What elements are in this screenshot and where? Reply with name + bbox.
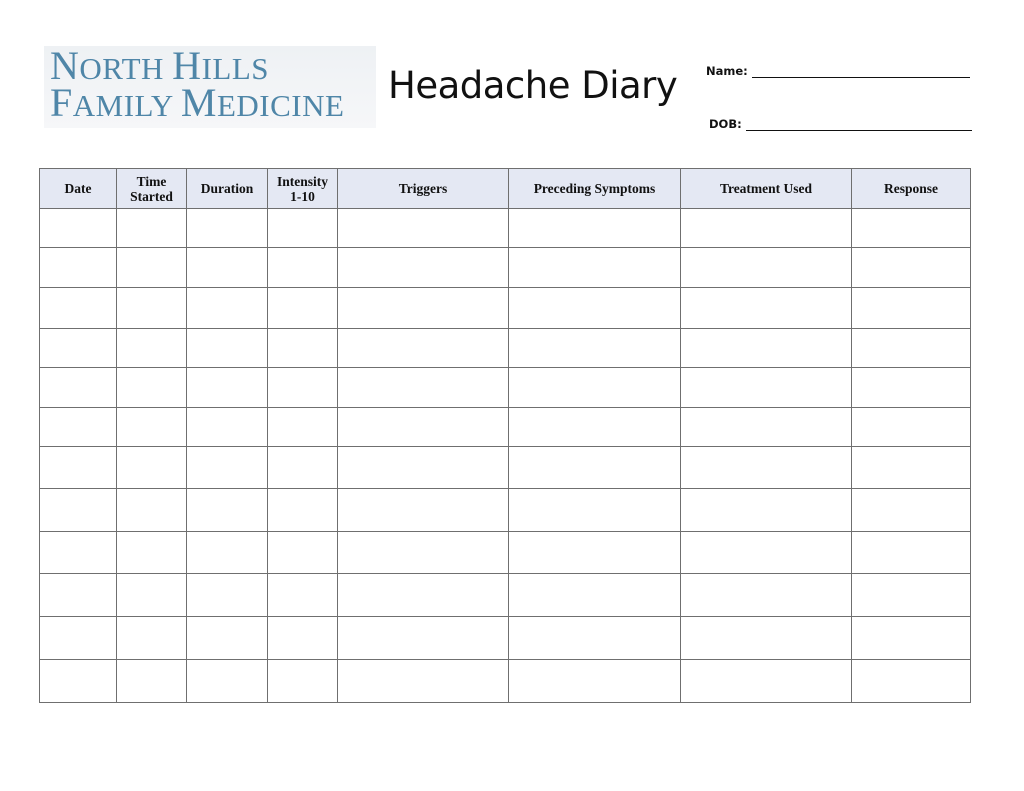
table-cell[interactable] (268, 532, 338, 574)
column-header-response (852, 169, 971, 209)
table-cell[interactable] (681, 574, 852, 617)
table-cell[interactable] (338, 489, 509, 532)
table-cell[interactable] (852, 617, 971, 660)
logo-text-orth: ORTH (79, 51, 173, 86)
table-cell[interactable] (187, 408, 268, 447)
table-cell[interactable] (117, 532, 187, 574)
table-cell[interactable] (268, 288, 338, 329)
table-row (40, 368, 971, 408)
table-cell[interactable] (40, 408, 117, 447)
table-cell[interactable] (681, 368, 852, 408)
logo-initial-m: M (180, 80, 217, 125)
table-cell[interactable] (509, 532, 681, 574)
table-cell[interactable] (681, 489, 852, 532)
column-header-line: Triggers (398, 181, 448, 196)
table-row (40, 209, 971, 248)
logo (44, 43, 376, 128)
table-cell[interactable] (117, 489, 187, 532)
column-header-line: Intensity (276, 173, 328, 189)
table-cell[interactable] (338, 288, 509, 329)
table-cell[interactable] (681, 288, 852, 329)
table-cell[interactable] (268, 209, 338, 248)
column-header-duration (187, 169, 268, 209)
table-cell[interactable] (117, 408, 187, 447)
table-cell[interactable] (117, 368, 187, 408)
table-cell[interactable] (117, 617, 187, 660)
table-cell[interactable] (509, 660, 681, 703)
table-row (40, 447, 971, 489)
page-title: Headache Diary (388, 64, 678, 107)
column-header-line: Time (136, 173, 167, 189)
table-cell[interactable] (852, 329, 971, 368)
table-cell[interactable] (338, 617, 509, 660)
table-cell[interactable] (187, 288, 268, 329)
table-cell[interactable] (681, 617, 852, 660)
table-cell[interactable] (187, 329, 268, 368)
table-cell[interactable] (852, 574, 971, 617)
table-cell[interactable] (117, 329, 187, 368)
name-label: Name: (706, 64, 748, 78)
table-cell[interactable] (40, 209, 117, 248)
table-cell[interactable] (852, 368, 971, 408)
table-cell[interactable] (509, 617, 681, 660)
table-row (40, 408, 971, 447)
table-cell[interactable] (40, 489, 117, 532)
table-cell[interactable] (40, 329, 117, 368)
table-cell[interactable] (338, 209, 509, 248)
table-cell[interactable] (338, 447, 509, 489)
dob-label: DOB: (709, 117, 742, 131)
table-cell[interactable] (268, 660, 338, 703)
table-cell[interactable] (187, 489, 268, 532)
table-cell[interactable] (187, 368, 268, 408)
column-header-line: 1-10 (290, 188, 315, 204)
dob-input-line[interactable] (746, 120, 972, 131)
table-cell[interactable] (338, 660, 509, 703)
table-row (40, 532, 971, 574)
table-cell[interactable] (268, 248, 338, 288)
table-cell[interactable] (117, 248, 187, 288)
table-cell[interactable] (681, 329, 852, 368)
column-header-triggers (338, 169, 509, 209)
column-header-line: Preceding Symptoms (533, 181, 656, 196)
table-cell[interactable] (187, 574, 268, 617)
table-cell[interactable] (268, 489, 338, 532)
table-cell[interactable] (117, 288, 187, 329)
table-cell[interactable] (268, 574, 338, 617)
table-cell[interactable] (40, 288, 117, 329)
table-cell[interactable] (187, 617, 268, 660)
table-cell[interactable] (338, 532, 509, 574)
table-cell[interactable] (509, 248, 681, 288)
table-cell[interactable] (338, 574, 509, 617)
column-header-preceding-symptoms (509, 169, 681, 209)
table-cell[interactable] (117, 660, 187, 703)
table-row (40, 660, 971, 703)
table-cell[interactable] (338, 368, 509, 408)
table-cell[interactable] (338, 248, 509, 288)
logo-text-amily: AMILY (72, 88, 181, 123)
table-cell[interactable] (187, 532, 268, 574)
table-cell[interactable] (268, 447, 338, 489)
table-cell[interactable] (852, 660, 971, 703)
table-cell[interactable] (117, 574, 187, 617)
table-cell[interactable] (187, 660, 268, 703)
table-header-row (40, 169, 971, 209)
table-cell[interactable] (509, 209, 681, 248)
table-cell[interactable] (509, 408, 681, 447)
table-cell[interactable] (852, 209, 971, 248)
logo-text-edicine: EDICINE (216, 88, 345, 123)
table-cell[interactable] (681, 408, 852, 447)
table-cell[interactable] (681, 248, 852, 288)
table-cell[interactable] (852, 248, 971, 288)
table-cell[interactable] (338, 329, 509, 368)
table-cell[interactable] (509, 447, 681, 489)
table-cell[interactable] (40, 447, 117, 489)
name-input-line[interactable] (752, 67, 970, 78)
column-header-line: Duration (200, 181, 254, 196)
table-cell[interactable] (187, 447, 268, 489)
name-field (706, 64, 970, 78)
table-cell[interactable] (117, 209, 187, 248)
table-cell[interactable] (40, 660, 117, 703)
table-cell[interactable] (187, 248, 268, 288)
table-cell[interactable] (268, 617, 338, 660)
table-cell[interactable] (117, 447, 187, 489)
table-cell[interactable] (268, 329, 338, 368)
column-header-date (40, 169, 117, 209)
column-header-time-started (117, 169, 187, 209)
table-cell[interactable] (509, 288, 681, 329)
column-header-line: Treatment Used (719, 181, 813, 196)
column-header-line: Response (883, 181, 938, 196)
table-row (40, 574, 971, 617)
table-cell[interactable] (681, 660, 852, 703)
table-cell[interactable] (509, 368, 681, 408)
column-header-intensity (268, 169, 338, 209)
table-cell[interactable] (187, 209, 268, 248)
table-row (40, 489, 971, 532)
table-cell[interactable] (40, 617, 117, 660)
table-row (40, 288, 971, 329)
logo-initial-n: N (50, 43, 80, 88)
logo-initial-f: F (50, 80, 73, 125)
table-cell[interactable] (681, 209, 852, 248)
table-cell[interactable] (852, 447, 971, 489)
table-cell[interactable] (852, 288, 971, 329)
table-row (40, 617, 971, 660)
logo-text-ills: ILLS (201, 51, 269, 86)
column-header-treatment-used (681, 169, 852, 209)
table-cell[interactable] (852, 489, 971, 532)
table-cell[interactable] (681, 447, 852, 489)
table-cell[interactable] (40, 574, 117, 617)
table-row (40, 329, 971, 368)
table-cell[interactable] (268, 368, 338, 408)
table-cell[interactable] (509, 489, 681, 532)
logo-initial-h: H (172, 43, 202, 88)
table-cell[interactable] (40, 368, 117, 408)
column-header-line: Started (130, 188, 173, 204)
table-cell[interactable] (40, 248, 117, 288)
table-cell[interactable] (509, 329, 681, 368)
table-cell[interactable] (852, 408, 971, 447)
table-cell[interactable] (852, 532, 971, 574)
table-cell[interactable] (509, 574, 681, 617)
table-cell[interactable] (40, 532, 117, 574)
dob-field (709, 117, 972, 131)
logo-line-2 (50, 80, 376, 125)
column-header-line: Date (64, 181, 92, 196)
table-cell[interactable] (681, 532, 852, 574)
table-cell[interactable] (268, 408, 338, 447)
table-cell[interactable] (338, 408, 509, 447)
table-row (40, 248, 971, 288)
headache-diary-table (39, 168, 971, 703)
